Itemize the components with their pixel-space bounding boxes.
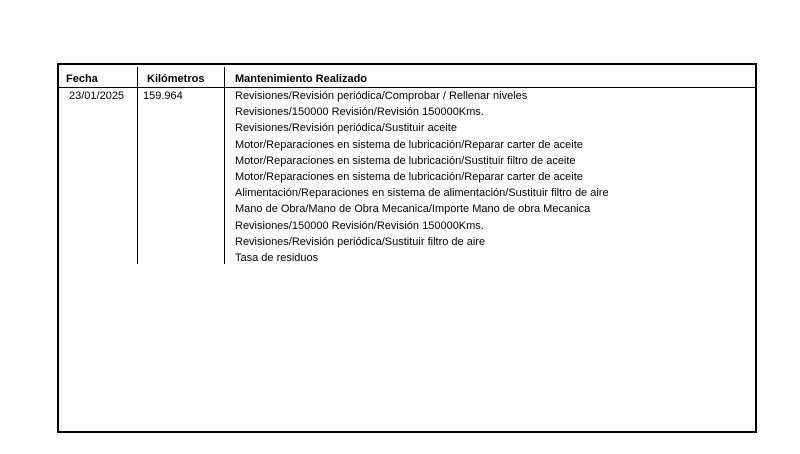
table-header <box>59 65 755 88</box>
column-divider <box>137 67 138 264</box>
header-mantenimiento: Mantenimiento Realizado <box>235 73 368 85</box>
list-item: Revisiones/Revisión periódica/Sustituir filtro de aire <box>235 235 486 248</box>
list-item: Revisiones/Revisión periódica/Comprobar / Rellenar niveles <box>235 90 528 102</box>
list-item: Alimentación/Reparaciones en sistema de alimentación/Sustituir filtro de aire <box>235 187 609 200</box>
list-item: Motor/Reparaciones en sistema de lubricación/Reparar carter de aceite <box>235 170 583 183</box>
header-kilometros: Kilómetros <box>147 73 205 85</box>
header-fecha: Fecha <box>66 73 98 85</box>
list-item: Revisiones/150000 Revisión/Revisión 150000Kms. <box>235 106 484 119</box>
column-divider <box>224 67 225 264</box>
cell-kilometros: 159.964 <box>143 90 183 102</box>
list-item: Revisiones/150000 Revisión/Revisión 150000Kms. <box>235 219 484 232</box>
maintenance-items-list <box>235 89 609 267</box>
list-item: Tasa de residuos <box>235 251 319 264</box>
maintenance-table <box>57 63 757 433</box>
list-item: Mano de Obra/Mano de Obra Mecanica/Importe Mano de obra Mecanica <box>235 203 591 216</box>
list-item: Revisiones/Revisión periódica/Sustituir aceite <box>235 122 457 135</box>
cell-fecha: 23/01/2025 <box>69 90 125 102</box>
list-item: Motor/Reparaciones en sistema de lubricación/Reparar carter de aceite <box>235 138 583 151</box>
list-item: Motor/Reparaciones en sistema de lubricación/Sustituir filtro de aceite <box>235 154 576 167</box>
